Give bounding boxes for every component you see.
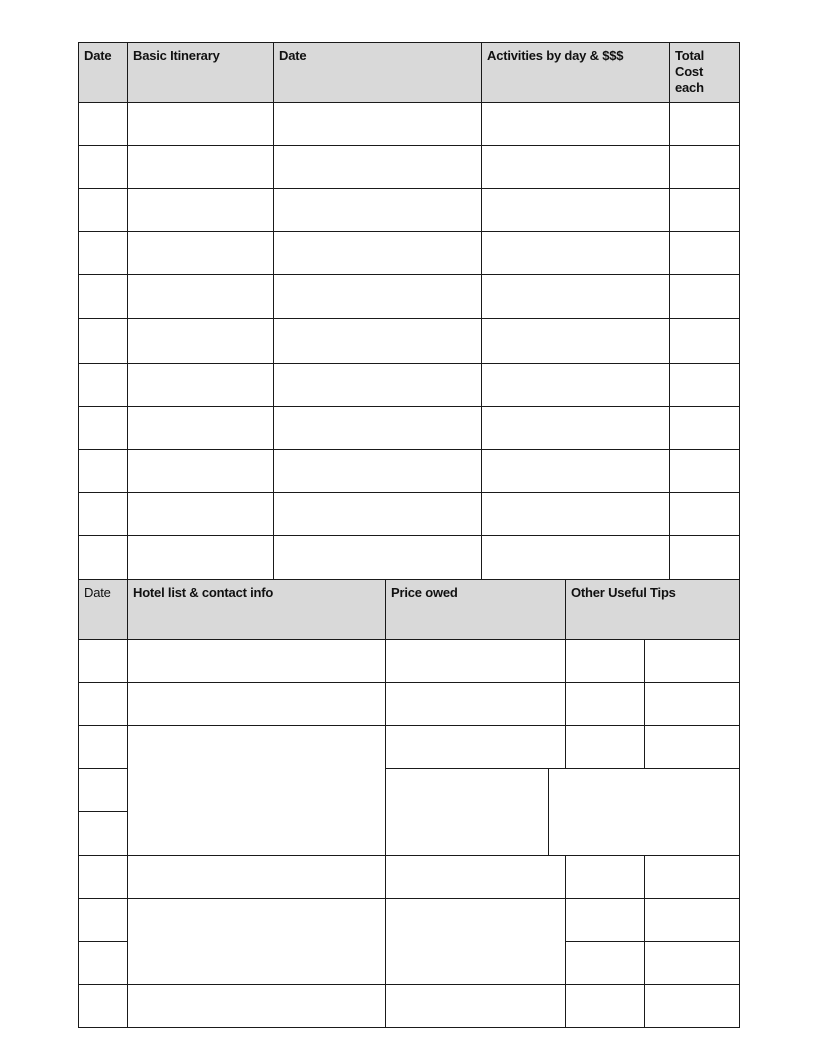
itinerary-date2-cell[interactable] bbox=[273, 231, 482, 275]
itinerary-total-cost-cell[interactable] bbox=[669, 274, 740, 319]
hotel-list-cell[interactable] bbox=[127, 682, 386, 726]
tips-cell-right[interactable] bbox=[644, 984, 740, 1028]
hotel-date-cell[interactable] bbox=[78, 811, 128, 856]
itinerary-date2-cell[interactable] bbox=[273, 274, 482, 319]
hotel-header-date-label: Date bbox=[84, 585, 111, 600]
itinerary-date-cell[interactable] bbox=[78, 188, 128, 232]
itinerary-total-cost-cell[interactable] bbox=[669, 449, 740, 493]
price-owed-cell-merged[interactable] bbox=[385, 898, 566, 985]
itinerary-basic-cell[interactable] bbox=[127, 535, 274, 580]
hotel-date-cell[interactable] bbox=[78, 639, 128, 683]
itinerary-header-date-2 bbox=[273, 42, 482, 103]
itinerary-date2-cell[interactable] bbox=[273, 188, 482, 232]
itinerary-date2-cell[interactable] bbox=[273, 449, 482, 493]
itinerary-basic-cell[interactable] bbox=[127, 274, 274, 319]
hotel-header-date bbox=[78, 579, 128, 640]
itinerary-activities-cell[interactable] bbox=[481, 102, 670, 146]
hotel-header-other-tips-label: Other Useful Tips bbox=[571, 585, 676, 600]
itinerary-basic-cell[interactable] bbox=[127, 492, 274, 536]
itinerary-total-cost-cell[interactable] bbox=[669, 535, 740, 580]
itinerary-activities-cell[interactable] bbox=[481, 274, 670, 319]
itinerary-basic-cell[interactable] bbox=[127, 188, 274, 232]
hotel-date-cell[interactable] bbox=[78, 984, 128, 1028]
itinerary-basic-cell[interactable] bbox=[127, 145, 274, 189]
itinerary-date-cell[interactable] bbox=[78, 492, 128, 536]
itinerary-activities-cell[interactable] bbox=[481, 535, 670, 580]
itinerary-total-cost-cell[interactable] bbox=[669, 406, 740, 450]
hotel-list-cell-merged[interactable] bbox=[127, 898, 386, 985]
itinerary-activities-cell[interactable] bbox=[481, 188, 670, 232]
price-owed-cell[interactable] bbox=[385, 725, 566, 769]
itinerary-total-cost-cell[interactable] bbox=[669, 318, 740, 364]
itinerary-date-cell[interactable] bbox=[78, 102, 128, 146]
tips-cell-right[interactable] bbox=[644, 682, 740, 726]
tips-cell-right[interactable] bbox=[644, 898, 740, 942]
price-owed-cell-merged[interactable] bbox=[385, 768, 549, 856]
itinerary-date-cell[interactable] bbox=[78, 145, 128, 189]
itinerary-total-cost-cell[interactable] bbox=[669, 363, 740, 407]
itinerary-date-cell[interactable] bbox=[78, 318, 128, 364]
itinerary-date-cell[interactable] bbox=[78, 363, 128, 407]
hotel-date-cell[interactable] bbox=[78, 898, 128, 942]
price-owed-cell[interactable] bbox=[385, 855, 566, 899]
tips-cell-right[interactable] bbox=[644, 855, 740, 899]
itinerary-basic-cell[interactable] bbox=[127, 406, 274, 450]
tips-cell-left[interactable] bbox=[565, 855, 645, 899]
itinerary-date-cell[interactable] bbox=[78, 274, 128, 319]
itinerary-date2-cell[interactable] bbox=[273, 145, 482, 189]
itinerary-header-basic-itinerary bbox=[127, 42, 274, 103]
itinerary-activities-cell[interactable] bbox=[481, 318, 670, 364]
itinerary-activities-cell[interactable] bbox=[481, 449, 670, 493]
itinerary-date-cell[interactable] bbox=[78, 406, 128, 450]
hotel-date-cell[interactable] bbox=[78, 768, 128, 812]
itinerary-header-date-2-label: Date bbox=[279, 48, 307, 63]
price-owed-cell[interactable] bbox=[385, 639, 566, 683]
tips-cell-left[interactable] bbox=[565, 725, 645, 769]
itinerary-header-total-cost bbox=[669, 42, 740, 103]
itinerary-date2-cell[interactable] bbox=[273, 535, 482, 580]
hotel-header-price-owed bbox=[385, 579, 566, 640]
itinerary-activities-cell[interactable] bbox=[481, 492, 670, 536]
price-owed-cell[interactable] bbox=[385, 984, 566, 1028]
tips-cell-right[interactable] bbox=[644, 639, 740, 683]
tips-cell-left[interactable] bbox=[565, 639, 645, 683]
itinerary-date2-cell[interactable] bbox=[273, 492, 482, 536]
itinerary-header-activities-label: Activities by day & $$$ bbox=[487, 48, 624, 63]
tips-cell-right[interactable] bbox=[644, 725, 740, 769]
tips-cell-merged[interactable] bbox=[548, 768, 740, 856]
hotel-date-cell[interactable] bbox=[78, 941, 128, 985]
itinerary-activities-cell[interactable] bbox=[481, 145, 670, 189]
itinerary-header-date-label: Date bbox=[84, 48, 112, 63]
hotel-date-cell[interactable] bbox=[78, 682, 128, 726]
hotel-list-cell[interactable] bbox=[127, 639, 386, 683]
itinerary-basic-cell[interactable] bbox=[127, 449, 274, 493]
itinerary-basic-cell[interactable] bbox=[127, 363, 274, 407]
tips-cell-left[interactable] bbox=[565, 898, 645, 942]
itinerary-total-cost-cell[interactable] bbox=[669, 145, 740, 189]
itinerary-date2-cell[interactable] bbox=[273, 318, 482, 364]
hotel-list-cell[interactable] bbox=[127, 855, 386, 899]
itinerary-date-cell[interactable] bbox=[78, 231, 128, 275]
hotel-date-cell[interactable] bbox=[78, 725, 128, 769]
itinerary-total-cost-cell[interactable] bbox=[669, 231, 740, 275]
itinerary-activities-cell[interactable] bbox=[481, 406, 670, 450]
itinerary-basic-cell[interactable] bbox=[127, 318, 274, 364]
hotel-list-cell[interactable] bbox=[127, 984, 386, 1028]
itinerary-date2-cell[interactable] bbox=[273, 102, 482, 146]
tips-cell-left[interactable] bbox=[565, 941, 645, 985]
itinerary-date2-cell[interactable] bbox=[273, 363, 482, 407]
itinerary-total-cost-cell[interactable] bbox=[669, 188, 740, 232]
itinerary-total-cost-cell[interactable] bbox=[669, 492, 740, 536]
itinerary-activities-cell[interactable] bbox=[481, 231, 670, 275]
hotel-header-hotel-list bbox=[127, 579, 386, 640]
itinerary-header-total-cost-label: Total Cost each bbox=[675, 48, 705, 95]
itinerary-header-date bbox=[78, 42, 128, 103]
itinerary-activities-cell[interactable] bbox=[481, 363, 670, 407]
itinerary-basic-cell[interactable] bbox=[127, 102, 274, 146]
itinerary-date-cell[interactable] bbox=[78, 535, 128, 580]
hotel-header-other-tips bbox=[565, 579, 740, 640]
tips-cell-left[interactable] bbox=[565, 682, 645, 726]
itinerary-total-cost-cell[interactable] bbox=[669, 102, 740, 146]
itinerary-basic-cell[interactable] bbox=[127, 231, 274, 275]
tips-cell-left[interactable] bbox=[565, 984, 645, 1028]
itinerary-header-activities bbox=[481, 42, 670, 103]
itinerary-date-cell[interactable] bbox=[78, 449, 128, 493]
hotel-date-cell[interactable] bbox=[78, 855, 128, 899]
hotel-list-cell-merged[interactable] bbox=[127, 725, 386, 856]
price-owed-cell[interactable] bbox=[385, 682, 566, 726]
hotel-header-hotel-list-label: Hotel list & contact info bbox=[133, 585, 274, 600]
hotel-header-price-owed-label: Price owed bbox=[391, 585, 458, 600]
itinerary-header-basic-itinerary-label: Basic Itinerary bbox=[133, 48, 220, 63]
tips-cell-right[interactable] bbox=[644, 941, 740, 985]
itinerary-date2-cell[interactable] bbox=[273, 406, 482, 450]
